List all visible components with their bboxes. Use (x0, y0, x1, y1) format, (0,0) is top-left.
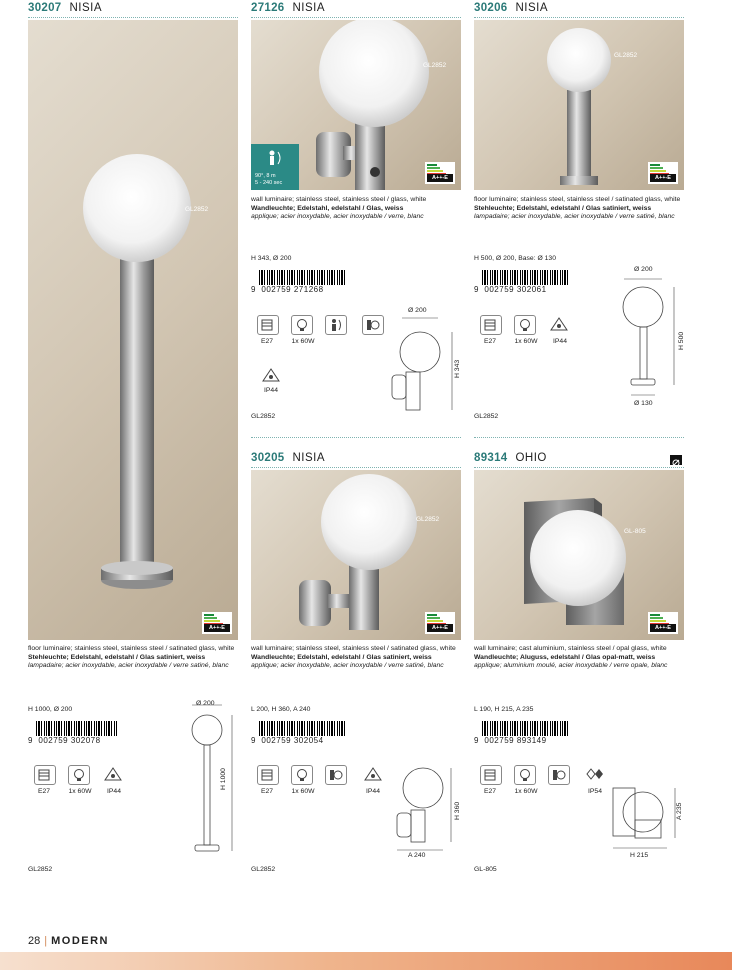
drawing-dim-bottom: A 240 (408, 852, 426, 859)
product-name: OHIO (515, 452, 547, 464)
spec-wattage: 1x 60W (291, 338, 315, 345)
energy-label-icon (648, 612, 678, 634)
page-footer (28, 935, 109, 947)
motion-sensor-icon (325, 315, 347, 335)
spec-socket: E27 (260, 788, 274, 795)
product-name: NISIA (292, 2, 326, 14)
floor-lamp-tall-illustration (28, 20, 238, 640)
barcode-part-b: 302078 (70, 736, 101, 745)
energy-label-icon (425, 162, 455, 184)
led-compatible-icon (670, 455, 682, 465)
socket-e27-icon (257, 315, 279, 335)
glass-code-label: GL2852 (416, 516, 440, 523)
description-27126 (251, 196, 466, 222)
spec-ip: IP44 (107, 788, 121, 795)
spec-socket: E27 (483, 338, 497, 345)
barcode (474, 270, 574, 294)
barcode (251, 721, 351, 745)
product-header-30206 (474, 2, 548, 18)
page-number: 28 (28, 935, 41, 947)
wall-mount-icon (325, 765, 347, 785)
product-photo-30206[interactable] (474, 20, 684, 190)
drawing-dim-side: H 500 (678, 331, 685, 350)
product-name: NISIA (292, 452, 326, 464)
product-number: 30206 (474, 2, 508, 14)
energy-class: A++-E (427, 624, 453, 632)
product-header-27126 (251, 2, 325, 18)
desc-fr: lampadaire; acier inoxydable, acier inoxydable / verre satiné, blanc (28, 662, 229, 670)
desc-en: floor luminaire; stainless steel, stainless steel / satinated glass, white (28, 645, 235, 652)
description-30206 (474, 196, 689, 222)
barcode (28, 721, 118, 745)
glass-code: GL2852 (28, 866, 53, 873)
product-header-89314 (474, 452, 547, 468)
description-30207 (28, 645, 243, 671)
product-photo-27126[interactable] (251, 20, 461, 190)
socket-e27-icon (480, 765, 502, 785)
drawing-dim-top: Ø 200 (634, 266, 653, 273)
divider (251, 437, 461, 438)
dimensions: L 190, H 215, A 235 (474, 706, 534, 713)
ip-rating-icon (364, 767, 382, 786)
spec-ip: IP44 (264, 387, 278, 394)
desc-fr: applique; acier inoxydable, acier inoxydable / verre, blanc (251, 213, 424, 221)
spec-wattage: 1x 60W (68, 788, 92, 795)
desc-de: Wandleuchte; Edelstahl, edelstahl / Glas, weiss (251, 204, 404, 212)
barcode-part-a: 002759 (38, 736, 69, 745)
barcode-prefix: 9 (474, 285, 479, 294)
ip-rating-icon (550, 317, 568, 336)
section-title: MODERN (51, 935, 109, 947)
barcode (251, 270, 351, 294)
product-number: 89314 (474, 452, 508, 464)
bulb-icon (291, 765, 313, 785)
energy-class: A++-E (650, 174, 676, 182)
glass-code-label: GL2852 (185, 206, 209, 213)
spec-wattage: 1x 60W (514, 338, 538, 345)
product-photo-30207[interactable] (28, 20, 238, 640)
spec-socket: E27 (260, 338, 274, 345)
wall-mount-icon (548, 765, 570, 785)
energy-class: A++-E (427, 174, 453, 182)
desc-de: Stehleuchte; Edelstahl, edelstahl / Glas satiniert, weiss (474, 204, 652, 212)
product-photo-30205[interactable] (251, 470, 461, 640)
drawing-dim-base: Ø 130 (634, 400, 653, 407)
energy-class: A++-E (204, 624, 230, 632)
bulb-icon (68, 765, 90, 785)
ip-rating-icon (262, 368, 280, 387)
motion-sensor-badge (251, 144, 299, 190)
spec-socket: E27 (483, 788, 497, 795)
bulb-icon (291, 315, 313, 335)
energy-class: A++-E (650, 624, 676, 632)
desc-de: Wandleuchte; Aluguss, edelstahl / Glas opal-matt, weiss (474, 653, 656, 661)
drawing-dim-side: H 360 (454, 801, 461, 820)
barcode-part-a: 002759 (484, 285, 515, 294)
ip-rating-icon (104, 767, 122, 786)
barcode-prefix: 9 (251, 736, 256, 745)
drawing-dim-top: Ø 200 (408, 307, 427, 314)
glass-code: GL-805 (474, 866, 497, 873)
product-header-30205 (251, 452, 325, 468)
barcode-prefix: 9 (251, 285, 256, 294)
desc-de: Stehleuchte; Edelstahl, edelstahl / Glas satiniert, weiss (28, 653, 206, 661)
divider (474, 437, 684, 438)
glass-code: GL2852 (251, 413, 276, 420)
spec-ip: IP44 (366, 788, 380, 795)
divider (251, 467, 461, 468)
spec-socket: E27 (37, 788, 51, 795)
barcode-part-b: 302054 (293, 736, 324, 745)
dimensions: L 200, H 360, A 240 (251, 706, 311, 713)
dimensions: H 1000, Ø 200 (28, 706, 73, 713)
product-header-30207 (28, 2, 102, 18)
spec-ip: IP44 (553, 338, 567, 345)
dimensions: H 343, Ø 200 (251, 255, 292, 262)
barcode-prefix: 9 (28, 736, 33, 745)
desc-en: wall luminaire; stainless steel, stainless steel / satinated glass, white (251, 645, 456, 652)
barcode (474, 721, 574, 745)
barcode-part-a: 002759 (484, 736, 515, 745)
description-89314 (474, 645, 689, 671)
barcode-part-a: 002759 (261, 736, 292, 745)
divider (474, 467, 684, 468)
divider (28, 17, 238, 18)
sensor-angle: 90°, 8 m (255, 173, 276, 179)
socket-e27-icon (480, 315, 502, 335)
barcode-part-b: 271268 (293, 285, 324, 294)
technical-drawing-30207 (170, 700, 240, 865)
glass-code-label: GL-805 (624, 528, 646, 535)
bulb-icon (514, 765, 536, 785)
desc-fr: applique; aluminium moulé, acier inoxydable / verre opale, blanc (474, 662, 668, 670)
footer-color-band (0, 952, 732, 970)
product-photo-89314[interactable] (474, 470, 684, 640)
technical-drawing-30205 (385, 758, 465, 858)
barcode-part-a: 002759 (261, 285, 292, 294)
desc-en: wall luminaire; stainless steel, stainless steel / glass, white (251, 196, 427, 203)
energy-label-icon (425, 612, 455, 634)
energy-label-icon (202, 612, 232, 634)
motion-sensor-icon (263, 149, 285, 167)
barcode-part-b: 302061 (516, 285, 547, 294)
product-name: NISIA (515, 2, 549, 14)
desc-fr: lampadaire; acier inoxydable, acier inoxydable / verre satiné, blanc (474, 213, 675, 221)
sensor-time: 5 - 240 sec (255, 180, 283, 186)
glass-code: GL2852 (251, 866, 276, 873)
drawing-dim-top: Ø 200 (196, 700, 215, 707)
drawing-dim-side: H 343 (454, 359, 461, 378)
spec-wattage: 1x 60W (291, 788, 315, 795)
desc-en: floor luminaire; stainless steel, stainless steel / satinated glass, white (474, 196, 681, 203)
product-name: NISIA (69, 2, 103, 14)
barcode-part-b: 893149 (516, 736, 547, 745)
product-number: 30205 (251, 452, 285, 464)
spec-wattage: 1x 60W (514, 788, 538, 795)
spec-ip: IP54 (588, 788, 602, 795)
energy-label-icon (648, 162, 678, 184)
footer-separator: | (44, 935, 48, 947)
glass-code-label: GL2852 (614, 52, 638, 59)
socket-e27-icon (34, 765, 56, 785)
desc-de: Wandleuchte; Edelstahl, edelstahl / Glas satiniert, weiss (251, 653, 432, 661)
product-number: 30207 (28, 2, 62, 14)
description-30205 (251, 645, 466, 671)
divider (474, 17, 684, 18)
socket-e27-icon (257, 765, 279, 785)
divider (251, 17, 461, 18)
drawing-dim-bottom: H 215 (630, 852, 649, 859)
product-number: 27126 (251, 2, 285, 14)
drawing-dim-side: A 235 (676, 802, 683, 820)
ip-rating-icon (585, 767, 605, 786)
bulb-icon (514, 315, 536, 335)
barcode-prefix: 9 (474, 736, 479, 745)
desc-fr: applique; acier inoxydable, acier inoxydable / verre satiné, blanc (251, 662, 444, 670)
glass-code: GL2852 (474, 413, 499, 420)
glass-code-label: GL2852 (423, 62, 447, 69)
drawing-dim-side: H 1000 (220, 768, 227, 790)
dimensions: H 500, Ø 200, Base: Ø 130 (474, 255, 556, 262)
desc-en: wall luminaire; cast aluminium, stainless steel / opal glass, white (474, 645, 667, 652)
